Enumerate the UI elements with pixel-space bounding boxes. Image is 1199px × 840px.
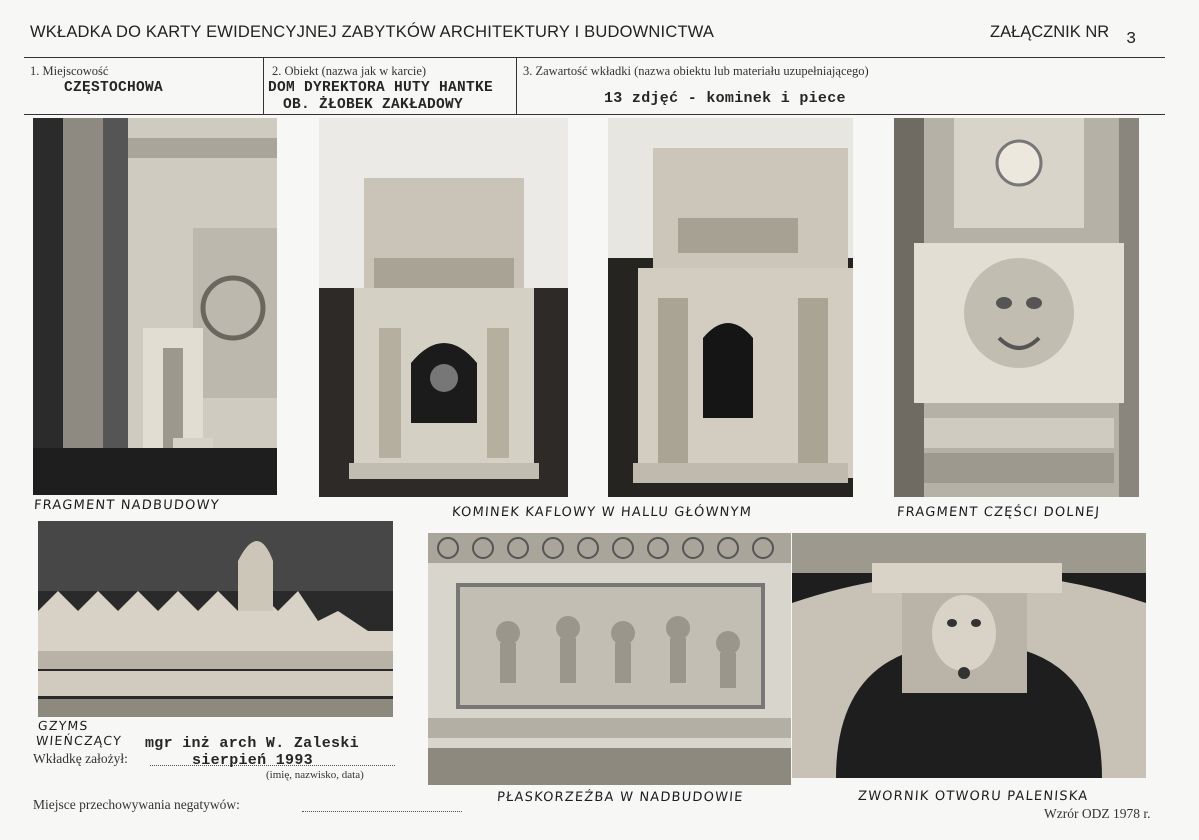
photo-gzyms-image bbox=[38, 521, 393, 717]
photo-fragment-nadbudowy-image bbox=[33, 118, 277, 495]
caption-kominek-kaflowy: KOMINEK KAFLOWY W HALLU GŁÓWNYM bbox=[451, 505, 753, 520]
author-name: mgr inż arch W. Zaleski bbox=[145, 735, 359, 752]
contents-label: 3. Zawartość wkładki (nazwa obiektu lub materiału uzupełniającego) bbox=[523, 64, 869, 78]
author-label: Wkładkę założył: bbox=[33, 751, 128, 766]
photo-plaskorzezba bbox=[428, 533, 791, 785]
field-divider-1 bbox=[263, 58, 264, 114]
header-rule bbox=[24, 57, 1165, 58]
negatives-dotted-line bbox=[302, 811, 462, 812]
field-divider-2 bbox=[516, 58, 517, 114]
caption-gzyms-line1: GZYMS bbox=[37, 718, 90, 733]
author-hint: (imię, nazwisko, data) bbox=[266, 769, 364, 781]
object-value-line2: OB. ŻŁOBEK ZAKŁADOWY bbox=[283, 97, 464, 113]
annex-label: ZAŁĄCZNIK NR bbox=[990, 23, 1110, 41]
object-label: 2. Obiekt (nazwa jak w karcie) bbox=[272, 64, 427, 78]
photo-gzyms bbox=[38, 521, 393, 717]
photo-kominek-front-image bbox=[319, 118, 568, 497]
caption-gzyms-line2: WIEŃCZĄCY bbox=[35, 733, 123, 748]
form-code: Wzrór ODZ 1978 r. bbox=[1044, 806, 1151, 821]
caption-fragment-nadbudowy: FRAGMENT NADBUDOWY bbox=[33, 498, 221, 513]
photo-zwornik bbox=[792, 533, 1146, 778]
caption-zwornik: ZWORNIK OTWORU PALENISKA bbox=[857, 789, 1089, 804]
photo-fragment-dolnej bbox=[894, 118, 1139, 497]
form-title: WKŁADKA DO KARTY EWIDENCYJNEJ ZABYTKÓW ARCHITEKTURY I BUDOWNICTWA bbox=[30, 23, 715, 41]
photo-kominek-side bbox=[608, 118, 853, 497]
photo-zwornik-image bbox=[792, 533, 1146, 778]
negatives-label: Miejsce przechowywania negatywów: bbox=[33, 797, 240, 812]
photo-kominek-front bbox=[319, 118, 568, 497]
annex-number: 3 bbox=[1126, 30, 1137, 49]
locality-label: 1. Miejscowość bbox=[30, 64, 109, 78]
caption-plaskorzezba: PŁASKORZEŹBA W NADBUDOWIE bbox=[496, 790, 745, 805]
photo-fragment-nadbudowy bbox=[33, 118, 277, 495]
caption-fragment-dolnej: FRAGMENT CZĘŚCI DOLNEJ bbox=[896, 505, 1101, 520]
photo-plaskorzezba-image bbox=[428, 533, 791, 785]
author-date: sierpień 1993 bbox=[192, 752, 313, 769]
photo-fragment-dolnej-image bbox=[894, 118, 1139, 497]
contents-value: 13 zdjęć - kominek i piece bbox=[604, 90, 846, 107]
locality-value: CZĘSTOCHOWA bbox=[64, 80, 164, 96]
object-value-line1: DOM DYREKTORA HUTY HANTKE bbox=[268, 80, 494, 96]
field-rule bbox=[24, 114, 1165, 115]
photo-kominek-side-image bbox=[608, 118, 853, 497]
